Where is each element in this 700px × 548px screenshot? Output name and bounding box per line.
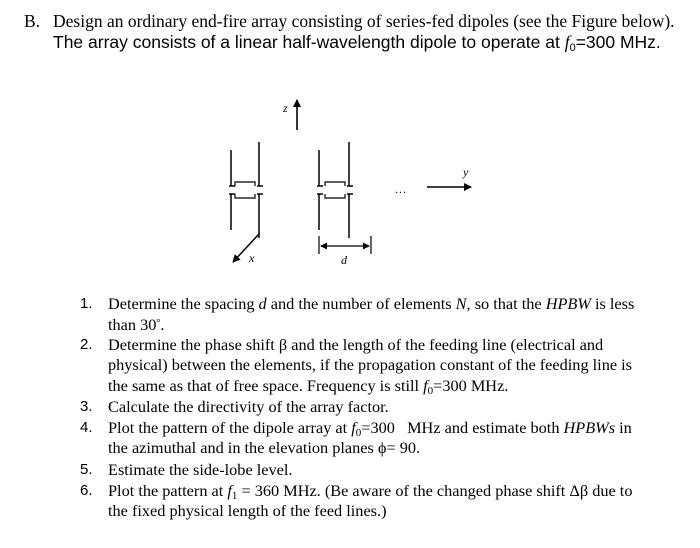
problem-label: B. [24,11,41,31]
task-text-part: the fixed physical length of the feed lines.) [108,501,387,521]
frequency-subscript: 0 [569,42,576,54]
task-text-part: the azimuthal and in the elevation planes ϕ= 90. [108,438,421,458]
task-text-part: in [615,418,632,437]
task-number: 6. [80,482,93,499]
x-axis-label: x [249,251,255,265]
dipole-element-4 [347,142,353,238]
dipole-array-diagram [195,90,495,280]
frequency-value: =300 MHz. [575,32,661,52]
task-number: 3. [80,398,93,415]
z-axis-label: z [283,101,288,115]
task-text: Estimate the side-lobe level. [108,460,293,479]
frequency-subscript: 0 [427,384,434,397]
task-text-part: Plot the pattern of the dipole array at [108,418,352,437]
task-text-part: Determine the phase shift β and the length of the feeding line (electrical and [108,335,604,354]
task-text-part: the same as that of free space. Frequency is still [108,375,424,395]
task-text-part: Determine the spacing [108,294,259,313]
dipole-array-figure [195,90,495,280]
problem-line2-text: The array consists of a linear half-wavelength dipole to operate at [53,32,565,52]
task-text-part: , so that the [466,294,546,313]
continuation-ellipsis: ... [395,182,407,196]
task-text-part: is less [590,294,635,313]
variable-f: f [227,481,232,500]
task-text [108,481,683,522]
task-text-part: and the number of elements [266,294,456,313]
task-text-part: Plot the pattern at [108,481,228,500]
task-number: 4. [80,419,93,436]
dipole-element-1 [229,150,235,230]
dipole-element-3 [317,150,323,230]
task-text-part: =300 MHz. [433,375,509,395]
problem-statement-line1: Design an ordinary end-fire array consisting of series-fed dipoles (see the Figure below). [53,11,675,31]
feed-line [235,182,345,198]
spacing-label: d [341,253,347,267]
problem-statement-line2 [53,32,661,53]
task-text [108,294,683,336]
task-number: 1. [80,295,93,312]
variable-d: d [258,294,267,313]
y-axis-label: y [463,165,469,179]
frequency-subscript: 1 [231,490,238,502]
task-text [108,335,683,396]
task-number: 2. [80,336,93,353]
task-text-part: =300 MHz and estimate both [361,418,564,437]
variable-f: f [351,418,356,437]
x-axis-arrow [233,234,259,262]
task-text [108,418,683,459]
frequency-subscript: 0 [355,427,362,439]
task-text-part: = 360 MHz. (Be aware of the changed phase shift Δβ due to [237,481,633,500]
task-text-part: than 30 [108,315,157,335]
dipole-element-2 [257,142,263,238]
task-text-part: . [160,315,165,335]
spacing-dimension [319,236,371,254]
task-number: 5. [80,461,93,478]
task-text: Calculate the directivity of the array factor. [108,397,389,416]
variable-n: N [455,294,467,313]
variable-f: f [423,375,428,395]
frequency-symbol: f [564,32,570,52]
variable-hpbws: HPBWs [563,418,616,437]
task-text-part: physical) between the elements, if the propagation constant of the feeding line is [108,355,632,375]
degree-symbol: ° [156,318,161,330]
variable-hpbw: HPBW [545,294,591,313]
